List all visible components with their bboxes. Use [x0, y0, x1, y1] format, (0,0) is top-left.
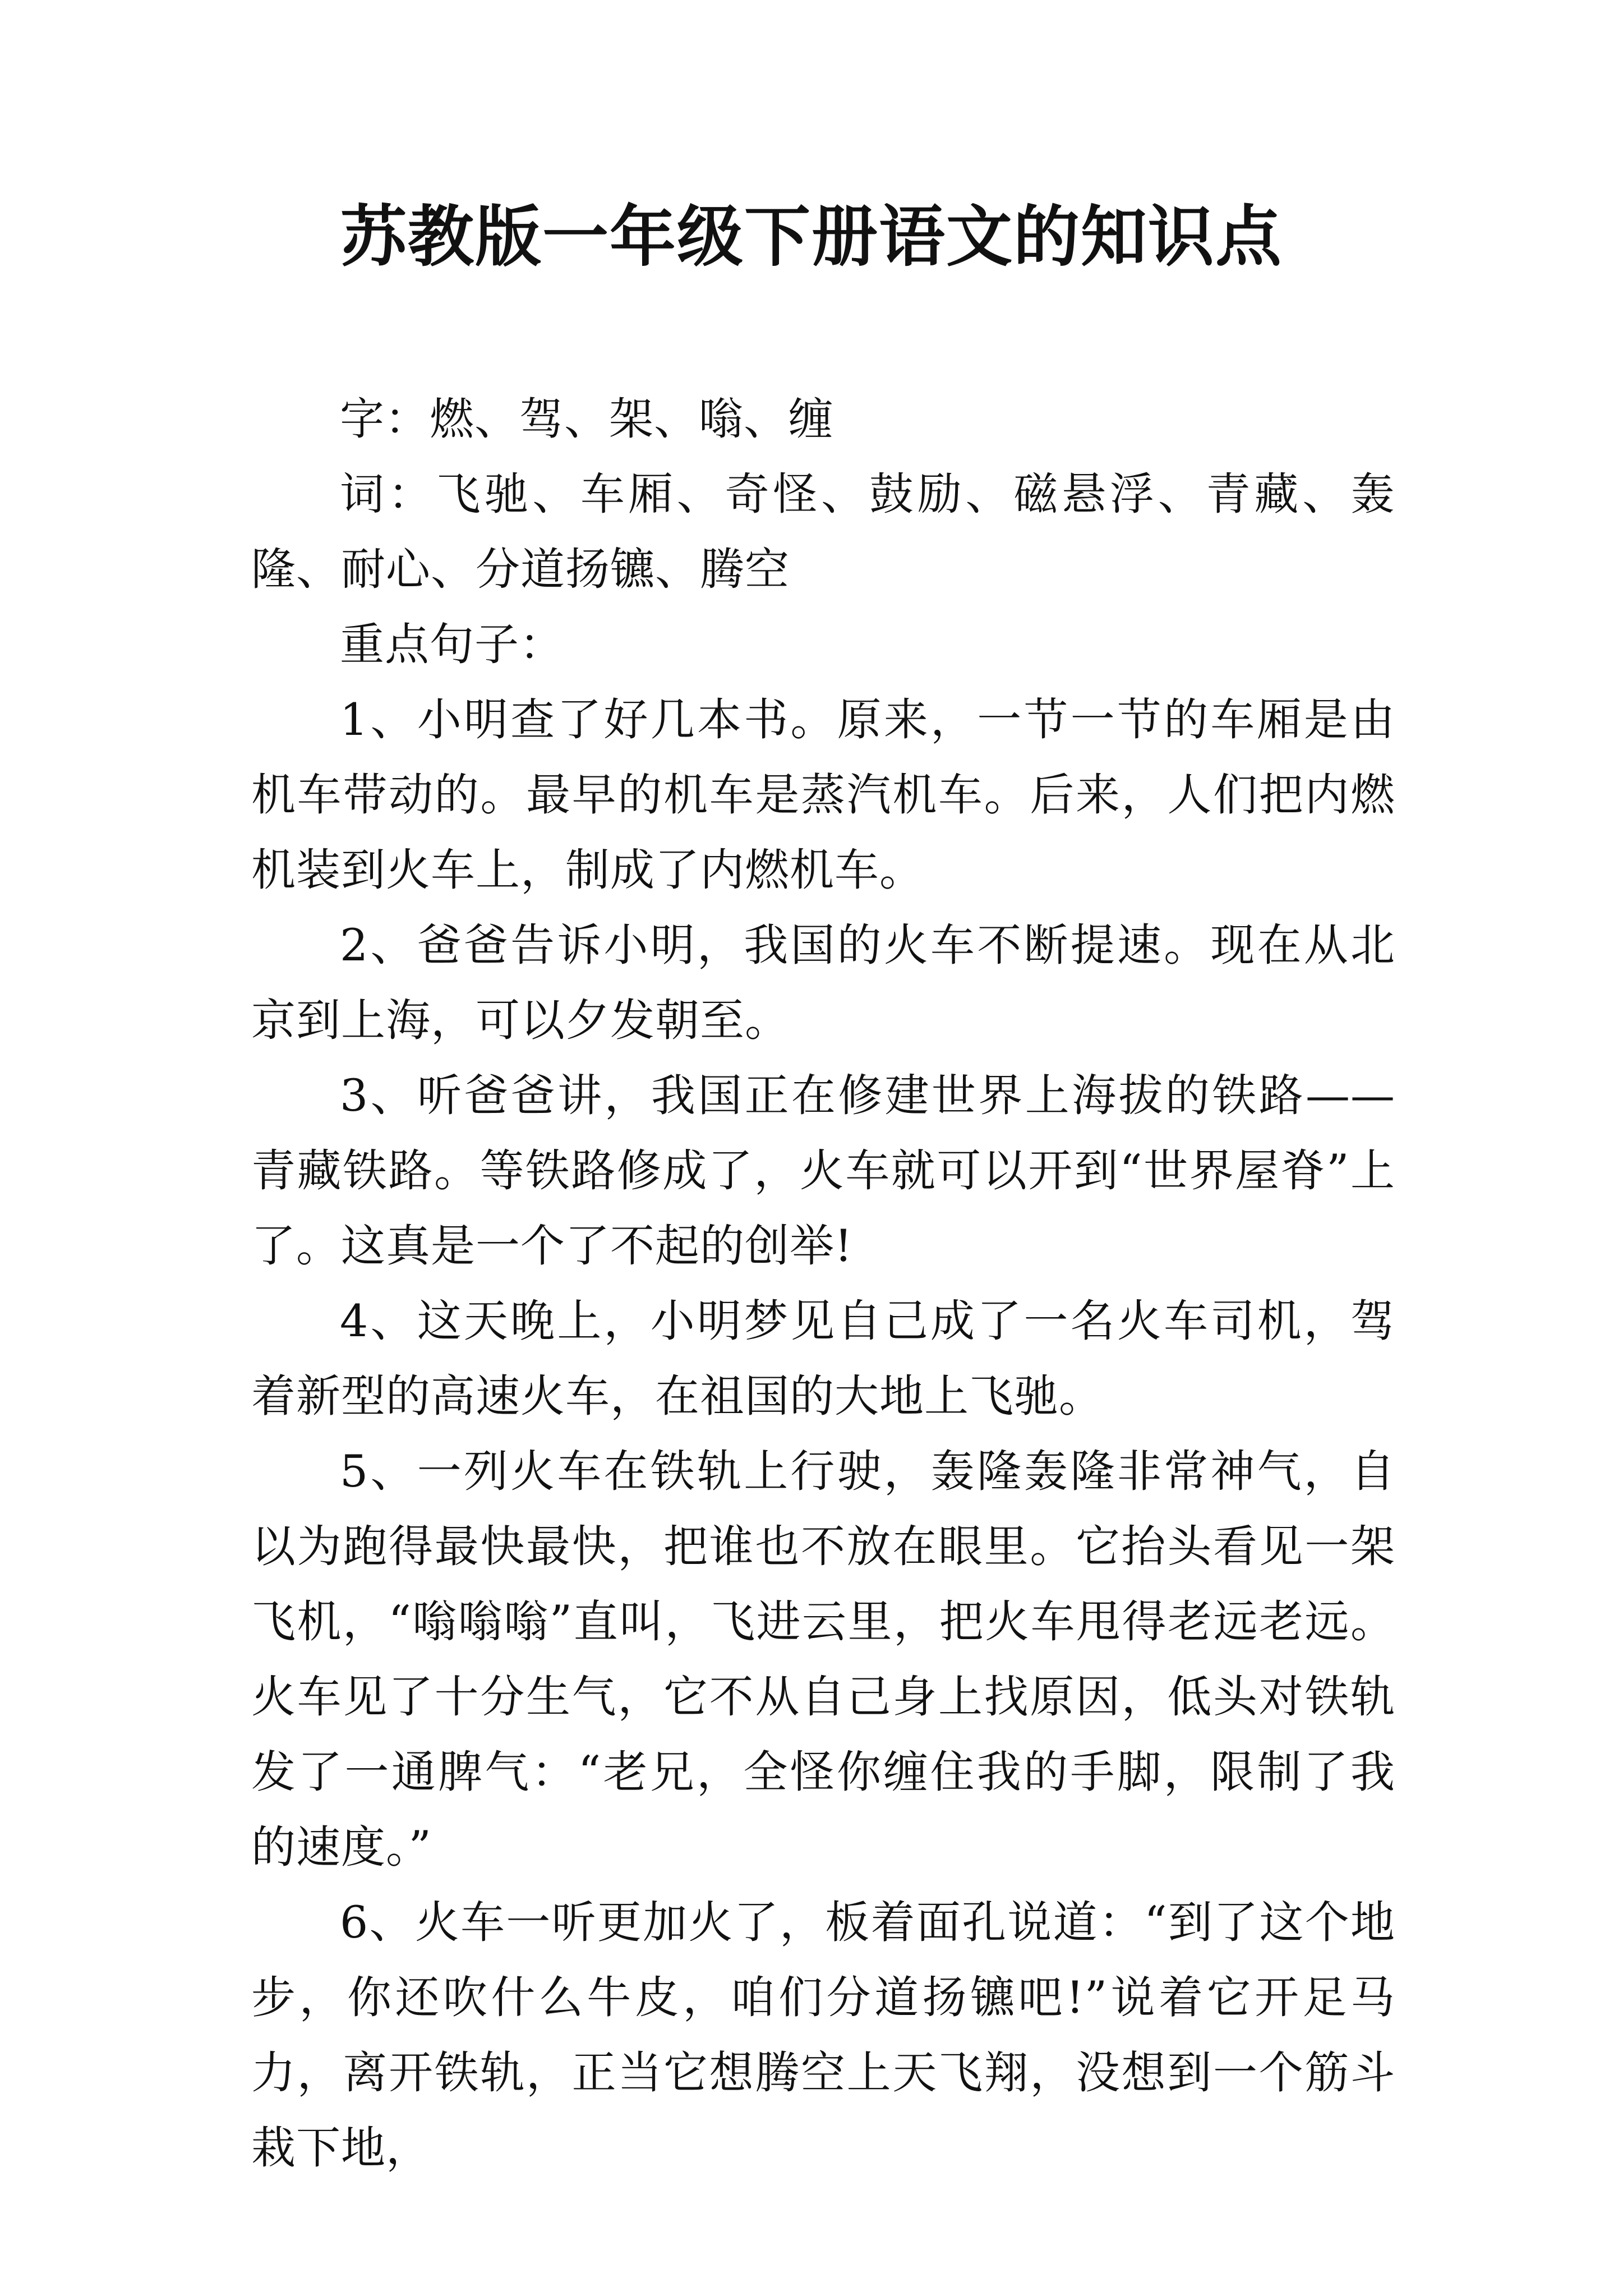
document-title: 苏教版一年级下册语文的知识点 [340, 197, 1283, 275]
paragraph-sentence-2: 2、爸爸告诉小明，我国的火车不断提速。现在从北京到上海，可以夕发朝至。 [251, 919, 1395, 1046]
paragraph-sentence-3: 3、听爸爸讲，我国正在修建世界上海拔的铁路——青藏铁路。等铁路修成了，火车就可以开到“世界屋脊”上了。这真是一个了不起的创举! [251, 1070, 1395, 1272]
paragraph-sentence-6: 6、火车一听更加火了，板着面孔说道：“到了这个地步，你还吹什么牛皮，咱们分道扬镳吧!”说着它开足马力，离开铁轨，正当它想腾空上天飞翔，没想到一个筋斗栽下地， [251, 1897, 1395, 2174]
paragraph-characters: 字：燃、驾、架、嗡、缠 [340, 393, 833, 445]
paragraph-sentence-4: 4、这天晚上，小明梦见自己成了一名火车司机，驾着新型的高速火车，在祖国的大地上飞驰。 [251, 1295, 1395, 1422]
paragraph-words: 词：飞驰、车厢、奇怪、鼓励、磁悬浮、青藏、轰隆、耐心、分道扬镳、腾空 [251, 468, 1395, 595]
paragraph-key-sentences-heading: 重点句子： [340, 619, 564, 670]
paragraph-sentence-1: 1、小明查了好几本书。原来，一节一节的车厢是由机车带动的。最早的机车是蒸汽机车。后来，人们把内燃机装到火车上，制成了内燃机车。 [251, 694, 1395, 896]
paragraph-sentence-5: 5、一列火车在铁轨上行驶，轰隆轰隆非常神气，自以为跑得最快最快，把谁也不放在眼里。它抬头看见一架飞机，“嗡嗡嗡”直叫，飞进云里，把火车甩得老远老远。火车见了十分生气，它不从自己身上找原因，低头对铁轨发了一通脾气：“老兄，全怪你缠住我的手脚，限制了我的速度。” [251, 1446, 1395, 1873]
document-body [251, 381, 1395, 2185]
